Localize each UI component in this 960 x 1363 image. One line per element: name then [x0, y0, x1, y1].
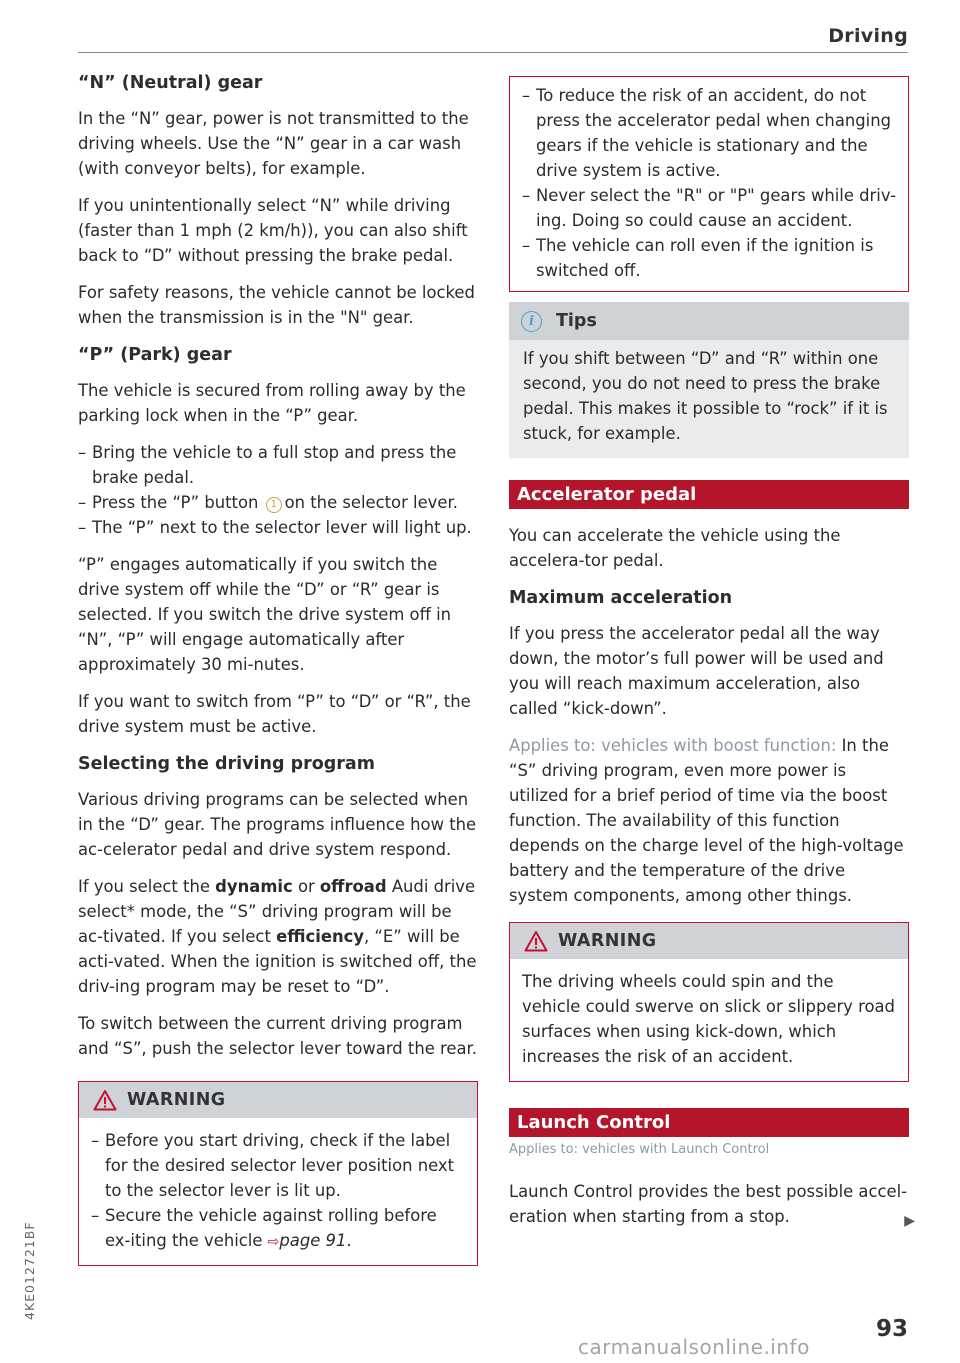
heading-park-gear: “P” (Park) gear: [78, 345, 232, 365]
header-rule: [78, 52, 908, 53]
applies-to-label: Applies to: vehicles with Launch Control: [509, 1142, 770, 1157]
list-item: – Before you start driving, check if the label for the desired selector lever position next to the selector lever is lit up.: [91, 1131, 455, 1200]
watermark-text: carmanualsonline.info: [578, 1335, 810, 1359]
paragraph: If you press the accelerator pedal all the way down, the motor’s full power will be used and you will reach maximum acceleration, also called “kick-down”.: [509, 624, 884, 718]
paragraph: For safety reasons, the vehicle cannot be locked when the transmission is in the "N" gear.: [78, 283, 475, 327]
paragraph: “P” engages automatically if you switch the drive system off while the “D” or “R” gear is selected. If you switch the drive system off in “N”, “P” will engage automatically after approximately 30 mi-nutes.: [78, 555, 452, 674]
heading-max-acceleration: Maximum acceleration: [509, 588, 733, 608]
continue-arrow-icon: ▶: [904, 1213, 915, 1229]
left-column: [78, 70, 478, 1282]
section-bar-accelerator: Accelerator pedal: [509, 480, 909, 509]
warning-title: WARNING: [558, 931, 657, 951]
paragraph: If you select the dynamic or offroad Audi drive select* mode, the “S” driving program will be ac-tivated. If you select efficiency, “E” will be acti-vated. When the ignition is switched off, the driv-ing program may be reset to “D”.: [78, 877, 477, 996]
list-item: – Press the “P” button 1 on the selector lever.: [78, 493, 458, 512]
list-item: – Secure the vehicle against rolling before ex-iting the vehicle ⇨page 91.: [91, 1206, 437, 1250]
warning-box-2: [509, 922, 909, 1082]
list-item: – The vehicle can roll even if the ignition is switched off.: [522, 236, 874, 280]
warning-header: [79, 1082, 477, 1118]
page-reference-link[interactable]: page 91: [279, 1231, 347, 1250]
warning-triangle-icon: [524, 930, 548, 952]
warning-triangle-icon: [93, 1089, 117, 1111]
applies-to-label: Applies to: vehicles with boost function:: [509, 736, 837, 755]
tips-title: Tips: [556, 311, 597, 331]
paragraph: To switch between the current driving program and “S”, push the selector lever toward the rear.: [78, 1014, 477, 1058]
launch-paragraph-wrap: [509, 1179, 915, 1229]
tips-box: [509, 302, 909, 458]
list-item: – Bring the vehicle to a full stop and press the brake pedal.: [78, 443, 457, 487]
paragraph: You can accelerate the vehicle using the accelera-tor pedal.: [509, 526, 841, 570]
park-steps-list: [78, 440, 478, 540]
tips-text: If you shift between “D” and “R” within one second, you do not need to press the brake pedal. This makes it possible to “rock” if it is stuck, for example.: [523, 349, 888, 443]
warning-box: [78, 1081, 478, 1266]
list-item: – To reduce the risk of an accident, do not press the accelerator pedal when changing gears if the vehicle is stationary and the drive system is active.: [522, 86, 891, 180]
warning-header: [510, 923, 908, 959]
heading-driving-program: Selecting the driving program: [78, 754, 375, 774]
warning-title: WARNING: [127, 1090, 226, 1110]
callout-number-icon: 1: [266, 497, 282, 513]
right-column: [509, 76, 915, 1241]
info-icon: i: [521, 311, 542, 332]
paragraph: Launch Control provides the best possible accel-eration when starting from a stop.: [509, 1182, 908, 1226]
paragraph: If you want to switch from “P” to “D” or “R”, the drive system must be active.: [78, 692, 471, 736]
warning-list: [91, 1128, 465, 1255]
paragraph: The vehicle is secured from rolling away by the parking lock when in the “P” gear.: [78, 381, 466, 425]
warning-box-continued: [509, 76, 909, 292]
page-header-title: Driving: [828, 25, 908, 47]
list-item: – Never select the "R" or "P" gears while driv-ing. Doing so could cause an accident.: [522, 186, 897, 230]
document-code: 4KE012721BF: [22, 1221, 37, 1320]
page-ref-arrow-icon: ⇨: [267, 1234, 280, 1250]
paragraph: Various driving programs can be selected when in the “D” gear. The programs influence how the ac-celerator pedal and drive system respond.: [78, 790, 477, 859]
list-item: – The “P” next to the selector lever will light up.: [78, 518, 472, 537]
paragraph: If you unintentionally select “N” while driving (faster than 1 mph (2 km/h)), you can also shift back to “D” without pressing the brake pedal.: [78, 196, 468, 265]
heading-neutral-gear: “N” (Neutral) gear: [78, 73, 263, 93]
tips-header: [509, 302, 909, 340]
paragraph: Applies to: vehicles with boost function: In the “S” driving program, even more power is utilized for a brief period of time via the boost function. The availability of this function depends on the charge level of the high-voltage battery and the temperature of the drive system components, among other things.: [509, 736, 904, 905]
paragraph: In the “N” gear, power is not transmitted to the driving wheels. Use the “N” gear in a car wash (with conveyor belts), for example.: [78, 109, 469, 178]
warning-list: [522, 83, 896, 283]
section-bar-launch-control: Launch Control: [509, 1108, 909, 1137]
warning-text: The driving wheels could spin and the vehicle could swerve on slick or slippery road surfaces when using kick-down, which increases the risk of an accident.: [522, 972, 895, 1066]
page-number: 93: [875, 1316, 908, 1342]
